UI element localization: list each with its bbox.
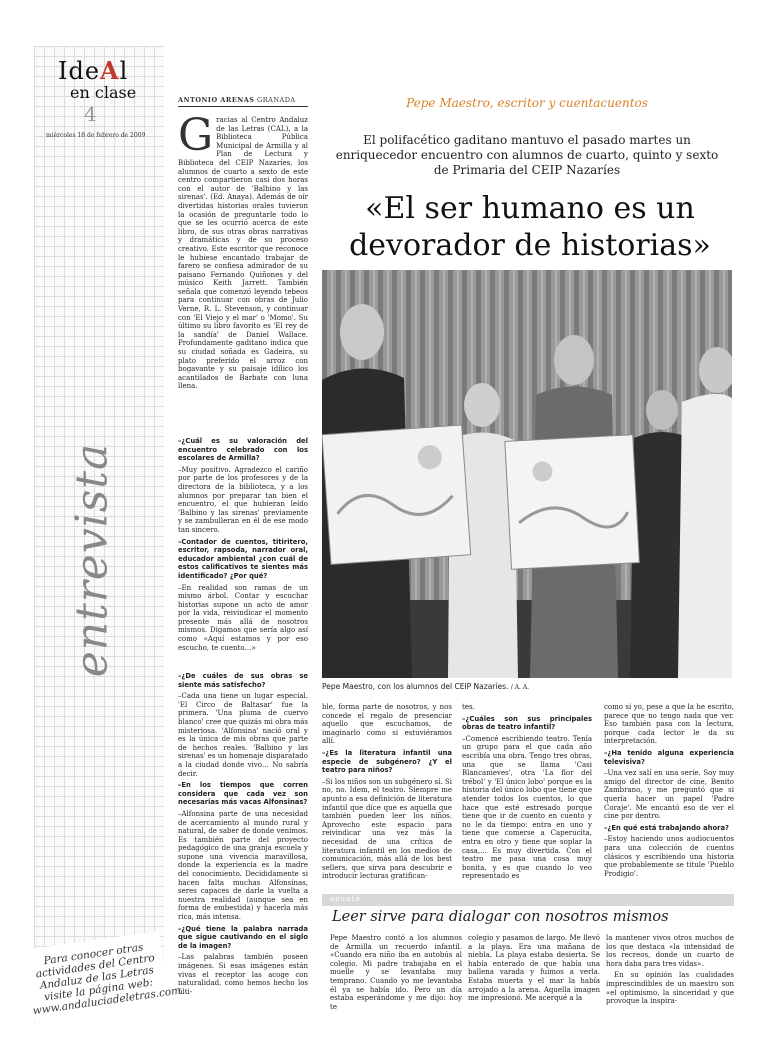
interview-column-3 (322, 703, 452, 893)
kicker: Pepe Maestro, escritor y cuentacuentos (406, 96, 648, 110)
interview-answer: –Estoy haciendo unos audiocuentos para una colección de cuentos clásicos y escribiendo una historia que probablemente se titule 'Pueblo Prodigio'. (604, 835, 734, 878)
interview-question: –¿En qué está trabajando ahora? (604, 823, 729, 832)
interview-answer: –Las palabras también poseen imágenes. Si esas imágenes están vivas el receptor las acoge con naturalidad, como hemos hecho los últi- (178, 953, 308, 996)
interview-answer: –Muy positivo. Agradezco el cariño por parte de los profesores y de la directora de la biblioteca, y a los alumnos por preparar tan bien el encuentro, el que hubieran leído 'Balbino y las sirenas' previamente y se zambulleran en él de ese modo tan sincero. (178, 465, 308, 534)
interview-question: –¿De cuáles de sus obras se siente más satisfecho? (178, 672, 308, 689)
interview-column-5 (604, 703, 734, 893)
interview-question: –¿Ha tenido alguna experiencia televisiva? (604, 748, 734, 766)
deck: El polifacético gaditano mantuvo el pasado martes un enriquecedor encuentro con alumnos de cuarto, quinto y sexto de Primaria del CEIP Nazaríes (335, 133, 719, 177)
logo-mark: A (100, 56, 120, 85)
interview-question: –Contador de cuentos, titiritero, escritor, rapsoda, narrador oral, educador ambiental ¿con cuál de estos calificativos te sientes más identificado? ¿Por qué? (178, 537, 308, 580)
interview-answer: –Cada una tiene un lugar especial. 'El Circo de Baltasar' fue la primera. 'Una pluma de cuervo blanco' cree que quizás mi obra más misteriosa. 'Alfonsina' nació oral y es la única de mis obras que parte de hechos reales. 'Balbino y las sirenas' es un homenaje disparatado a la ciudad donde vivo… No sabría decir. (178, 692, 308, 778)
apunte-column-3: la mantener vivos otros muchos de los que destaca «la intensidad de los recreos, donde un cuarto de hora daba para tres vidas». En su opinión las cualidades imprescindibles de un maestro son «el optimismo, la sinceridad y que provoque la inspira- (606, 934, 734, 1006)
headline: «El ser humano es un devorador de historias» (349, 191, 711, 263)
interview-question: –¿Cuál es su valoración del encuentro celebrado con los escolares de Armilla? (178, 437, 308, 463)
interview-column-1 (178, 437, 308, 673)
promo-box: Para conocer otras actividades del Centro Andaluz de las Letras visite la página web: www.andaluciadeletras.com (24, 931, 171, 1041)
page-number: 4 (84, 102, 97, 126)
byline: ANTONIO ARENAS GRANADA (178, 96, 308, 107)
interview-answer: como si yo, pese a que la he escrito, parece que no tengo nada que ver. Eso también pasa con la lectura, porque cada lector le da su interpretación. (604, 703, 734, 746)
photo-credit: / A. A. (510, 684, 530, 691)
interview-answer: –Comencé escribiendo teatro. Tenía un grupo para el que cada año escribía una obra. Tengo tres obras, una que se llama 'Casi Blancanieves', otra 'La flor del trébol' y 'El único lobo' porque es la historia del único lobo que tiene que atender todos los cuentos, lo que hace que esté estresado porque tiene que ir de cuento en cuento y no le da tiempo: entra en uno y tiene que comerse a Caperucita, entra en otro y tiene que soplar la casa,… Es muy divertida. Con el teatro me pasa una cosa muy bonita, y es que cuando lo veo representado es (462, 734, 592, 881)
section-name: en clase (70, 83, 137, 102)
drop-cap: G (178, 116, 214, 161)
photo-caption: Pepe Maestro, con los alumnos del CEIP Nazaríes. / A. A. (322, 682, 530, 691)
interview-answer: –Si los niños son un subgénero sí. Si no, no. Idem, el teatro. Siempre me apunto a esa definición de literatura infantil que dice que es aquella que también pueden leer los niños. Aprovecho este espacio para reivindicar una vez más la necesidad de una crítica de literatura infantil en los medios de comunicación, más allá de los best sellers, que sirva para descubrir e introducir lecturas gratifican- (322, 777, 452, 881)
article-photo (322, 270, 732, 678)
interview-question: –¿Es la literatura infantil una especie de subgénero? ¿Y el teatro para niños? (322, 748, 452, 775)
intro-column: Gracias al Centro Andaluz de las Letras (CAL), a la Biblioteca Pública Municipal de Armilla y al Plan de Lectura y Biblioteca del CEIP Nazaríes, los alumnos de cuarto a sexto de este centro compartieron casi dos horas con el autor de 'Balbino y las sirenas'. (Ed. Anaya). Además de oír divertidas historias orales tuvieron la ocasión de preguntarle todo lo que se les ocurrió acerca de este libro, de sus otras obras narrativas y dramáticas y de su proceso creativo. Este escritor que reconoce le hubiese encantado trabajar de farero se confiesa admirador de su paisano Fernando Quiñones y del músico Keith Jarrett. También señala que comenzó leyendo tebeos para continuar con obras de Julio Verne, R. L. Stevenson, y continuar con 'El Viejo y el mar' o 'Momo'. Su último su libro favorito es 'El rey de la sandía' de Daniel Wallace. Profundamente gaditano indica que su ciudad soñada es Gadeira, su plato preferido el arroz con bogavante y su paisaje idílico los acantilados de Barbate con luna llena. (178, 116, 308, 391)
interview-column-4 (462, 703, 592, 893)
issue-date: miércoles 18 de febrero de 2009 (46, 132, 146, 139)
interview-column-2 (178, 672, 308, 1024)
interview-question: –En los tiempos que corren considera que cada vez son necesarias más vacas Alfonsinas? (178, 781, 308, 807)
interview-answer: ble, forma parte de nosotros, y nos concede el regalo de presenciar aquello que escuchamos, de imaginarlo como si estuviéramos allí. (322, 703, 452, 746)
apunte-column-2: colegio y pasamos de largo. Me llevó a la playa. Era una mañana de niebla. La playa estaba desierta. Se había enterado de que había una ballena varada y fuimos a verla. Estaba muerta y el mar la había arrojado a la arena. Aquella imagen me impresionó. Me acerqué a la (468, 934, 600, 1003)
apunte-subhead: Leer sirve para dialogar con nosotros mismos (332, 909, 669, 925)
masthead-logo: IdeAl (58, 56, 129, 85)
interview-answer: –Alfonsina parte de una necesidad de acercamiento al mundo rural y natural, de saber de donde venimos. Es también parte del proyecto pedagógico de una granja escuela y supone una vivencia maravillosa, donde la experiencia es la madre del conocimiento. Decididamente si hacen falta muchas Alfonsinas, seres capaces de darle la vuelta a nuestra realidad (aunque sea en forma de embestida) y hacerla más rica, más intensa. (178, 809, 308, 922)
interview-question: –¿Qué tiene la palabra narrada que sigue cautivando en el siglo de la imagen? (178, 924, 308, 950)
apunte-column-1: Pepe Maestro contó a los alumnos de Armilla un recuerdo infantil. «Cuando era niño iba en autobús al colegio. Mi padre trabajaba en el muelle y se levantaba muy temprano. Cuando yo me levantaba él ya se había ido. Pero un día estaba esperándome y me dijo: hoy te (330, 934, 462, 1011)
apunte-bar: apunte (322, 894, 734, 906)
interview-answer: tes. (462, 703, 475, 711)
interview-answer: –Una vez salí en una serie. Soy muy amigo del director de cine, Benito Zambrano, y me preguntó que si quería hacer un papel 'Padre Coraje'. Me encantó eso de ver el cine por dentro. (604, 769, 734, 821)
interview-answer: –En realidad son ramas de un mismo árbol. Contar y escuchar historias supone un acto de amor por la vida, reivindicar el momento presente más allá de nosotros mismos. Digamos que sería algo así como «Aquí estamos y por eso escucho, te cuento…» (178, 583, 308, 652)
interview-question: –¿Cuáles son sus principales obras de teatro infantil? (462, 714, 592, 732)
section-vertical-label: entrevista (66, 442, 118, 678)
